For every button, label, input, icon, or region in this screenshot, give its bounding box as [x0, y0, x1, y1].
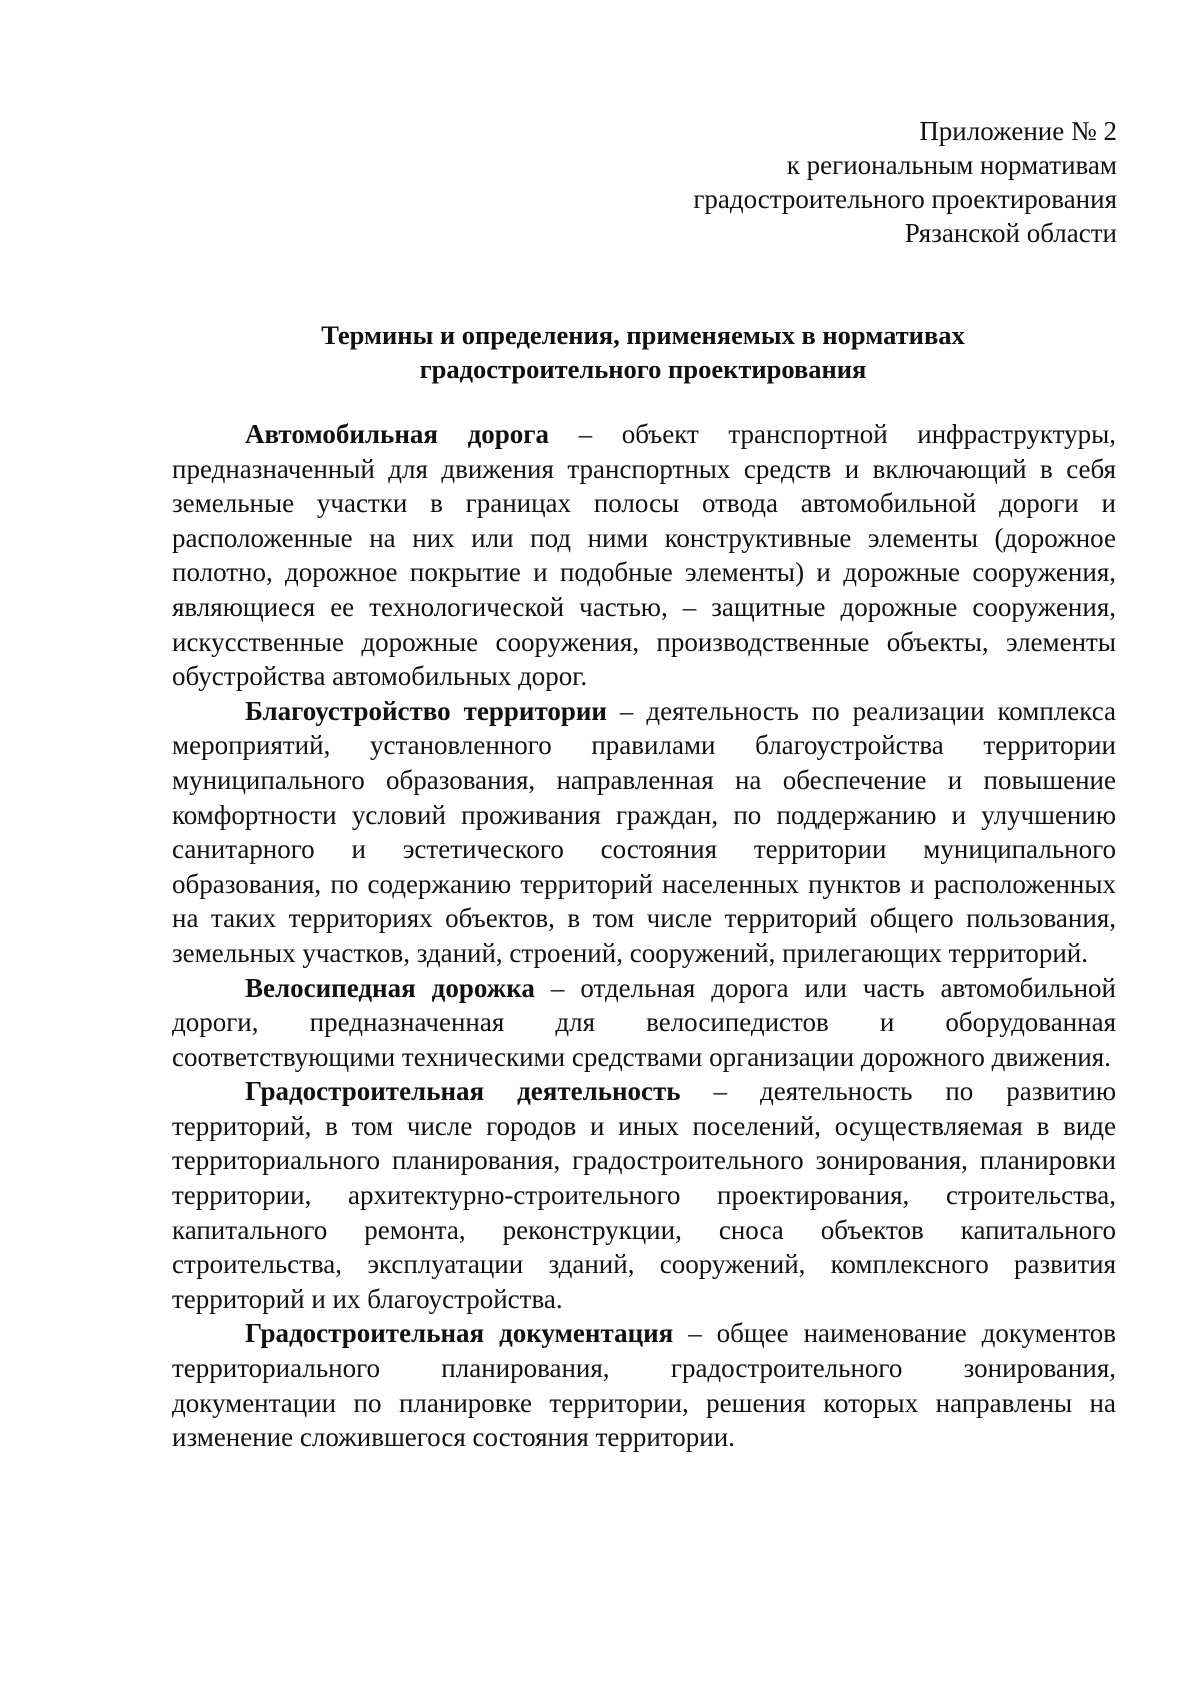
appendix-header: [693, 114, 1117, 250]
definition-term: Велосипедная дорожка: [245, 972, 535, 1003]
definition-text: – общее наименование документов территориального планирования, градостроительного зонирования, документации по планировке территории, решения которых направлены на изменение сложившегося состояния территории.: [172, 1318, 1117, 1453]
definition-paragraph: [172, 1316, 1116, 1454]
appendix-line: Приложение № 2: [919, 116, 1117, 146]
definition-paragraph: [172, 417, 1116, 694]
definition-text: – отдельная дорога или часть автомобильной дороги, предназначенная для велосипедистов и оборудованная соответствующими техническими средствами организации дорожного движения.: [172, 972, 1116, 1072]
definition-term: Градостроительная деятельность: [245, 1076, 681, 1107]
title-line: градостроительного проектирования: [419, 354, 867, 384]
document-title: [170, 318, 1116, 386]
definitions-list: [172, 417, 1116, 1455]
definition-paragraph: [172, 694, 1116, 971]
appendix-line: к региональным нормативам: [786, 150, 1117, 180]
definition-text: – объект транспортной инфраструктуры, предназначенный для движения транспортных средств и включающий в себя земельные участки в границах полосы отвода автомобильной дороги и расположенные на них или под ними конструктивные элементы (дорожное полотно, дорожное покрытие и подобные элементы) и дорожные сооружения, являющиеся ее технологической частью, – защитные дорожные сооружения, искусственные дорожные сооружения, производственные объекты, элементы обустройства автомобильных дорог.: [172, 419, 1117, 692]
appendix-line: градостроительного проектирования: [693, 184, 1117, 214]
definition-term: Благоустройство территории: [245, 695, 607, 726]
definition-paragraph: [172, 971, 1116, 1075]
definition-term: Автомобильная дорога: [245, 419, 550, 449]
appendix-line: Рязанской области: [904, 218, 1117, 248]
definition-term: Градостроительная документация: [245, 1318, 674, 1349]
title-line: Термины и определения, применяемых в нормативах: [321, 320, 965, 350]
definition-text: – деятельность по реализации комплекса мероприятий, установленного правилами благоустройства территории муниципального образования, направленная на обеспечение и повышение комфортности условий проживания граждан, по поддержанию и улучшению санитарного и эстетического состояния территории муниципального образования, по содержанию территорий населенных пунктов и расположенных на таких территориях объектов, в том числе территорий общего пользования, земельных участков, зданий, строений, сооружений, прилегающих территорий.: [172, 695, 1116, 968]
definition-text: – деятельность по развитию территорий, в том числе городов и иных поселений, осуществляемая в виде территориального планирования, градостроительного зонирования, планировки территории, архитектурно-строительного проектирования, строительства, капитального ремонта, реконструкции, сноса объектов капитального строительства, эксплуатации зданий, сооружений, комплексного развития территорий и их благоустройства.: [172, 1076, 1117, 1314]
definition-paragraph: [172, 1074, 1116, 1316]
